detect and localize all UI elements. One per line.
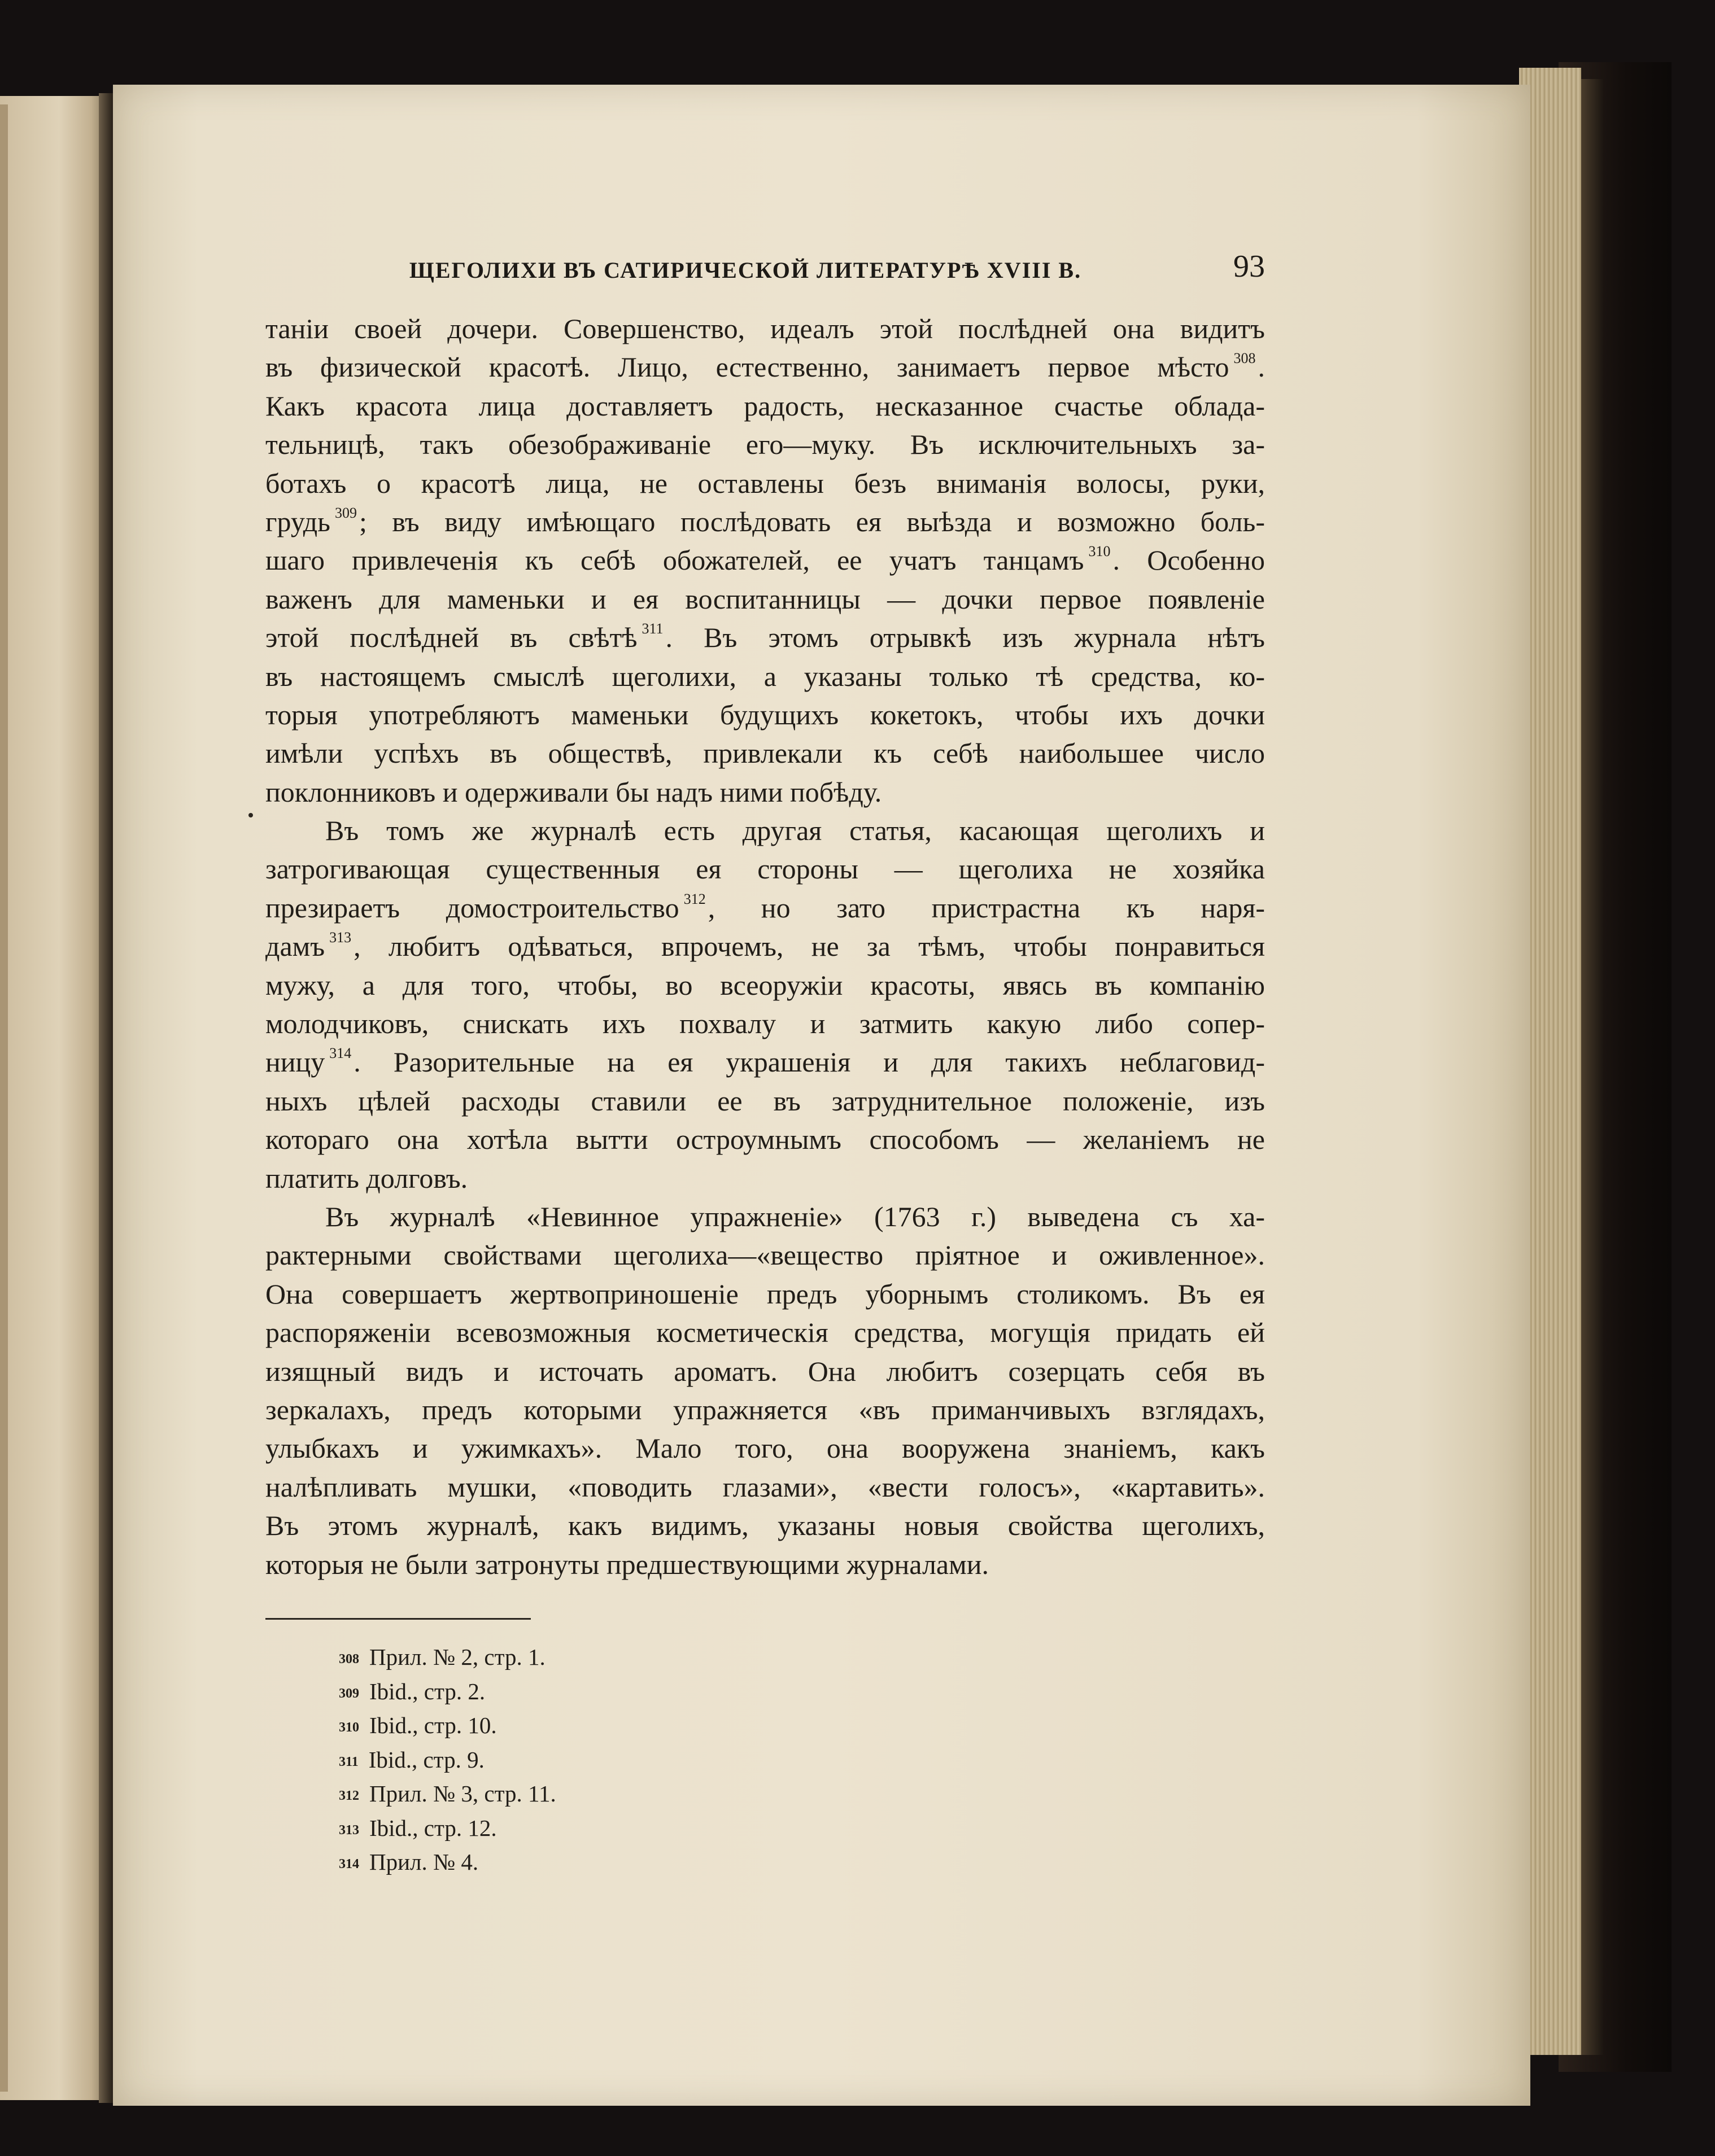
text-line-continuation: . Особенно: [1112, 544, 1265, 576]
text-line-content: Въ томъ же журналѣ есть другая статья, касающая щеголихъ и: [325, 815, 1265, 847]
text-line: [265, 387, 1265, 425]
text-line-content: важенъ для маменьки и ея воспитанницы — дочки первое появленіе: [265, 583, 1265, 615]
margin-dot: [248, 813, 253, 817]
text-line: [265, 464, 1265, 502]
text-line-content: улыбкахъ и ужимкахъ». Мало того, она вооружена знаніемъ, какъ: [265, 1432, 1265, 1464]
footnote-number: 308: [339, 1652, 359, 1667]
text-line: [265, 1313, 1265, 1352]
footnote: [339, 1743, 847, 1777]
text-line-content: Какъ красота лица доставляетъ радость, несказанное счастье облада-: [265, 390, 1265, 422]
text-line-content: ботахъ о красотѣ лица, не оставлены безъ вниманія волосы, руки,: [265, 467, 1265, 499]
footnote-reference[interactable]: 312: [683, 890, 706, 907]
text-line-content: въ физической красотѣ. Лицо, естественно, занимаетъ первое мѣсто: [265, 351, 1229, 383]
footnote-number: 312: [339, 1788, 359, 1803]
text-line: [265, 1429, 1265, 1467]
text-line-content: молодчиковъ, снискать ихъ похвалу и затмить какую либо сопер-: [265, 1008, 1265, 1040]
text-line: [265, 425, 1265, 463]
footnote-reference[interactable]: 308: [1233, 350, 1256, 367]
text-line: [265, 889, 1265, 927]
footnote-text: Прил. № 2, стр. 1.: [369, 1644, 546, 1670]
text-line: [265, 1043, 1265, 1081]
text-line-content: дамъ: [265, 930, 325, 963]
text-line-content: налѣпливать мушки, «поводить глазами», «вести голосъ», «картавить».: [265, 1471, 1265, 1503]
text-line-content: въ настоящемъ смыслѣ щеголихи, а указаны только тѣ средства, ко-: [265, 660, 1265, 692]
text-line: [265, 309, 1265, 348]
text-line-content: Въ этомъ журналѣ, какъ видимъ, указаны новыя свойства щеголихъ,: [265, 1510, 1265, 1542]
footnotes: [339, 1640, 847, 1879]
footnote: [339, 1811, 847, 1845]
footnote-reference[interactable]: 311: [642, 620, 664, 637]
text-line-content: грудь: [265, 505, 330, 537]
text-line-content: ницу: [265, 1046, 325, 1078]
text-line: [265, 1506, 1265, 1545]
text-line: [265, 1390, 1265, 1429]
text-line-content: котораго она хотѣла вытти остроумнымъ способомъ — желаніемъ не: [265, 1123, 1265, 1156]
footnote-number: 313: [339, 1822, 359, 1838]
text-line: [265, 850, 1265, 888]
text-line-content: платить долговъ.: [265, 1162, 468, 1194]
text-line-content: изящный видъ и источать ароматъ. Она любитъ созерцать себя въ: [265, 1355, 1265, 1387]
text-line-content: Въ журналѣ «Невинное упражненіе» (1763 г.) выведена съ ха-: [325, 1200, 1265, 1232]
text-line-content: имѣли успѣхъ въ обществѣ, привлекали къ себѣ наибольшее число: [265, 737, 1265, 769]
text-line: [265, 1197, 1265, 1236]
text-line: [265, 348, 1265, 386]
text-line: [265, 734, 1265, 772]
footnote-text: Прил. № 4.: [369, 1849, 479, 1875]
text-line-content: презираетъ домостроительство: [265, 891, 679, 924]
footnote: [339, 1708, 847, 1743]
text-line-content: шаго привлеченія къ себѣ обожателей, ее учатъ танцамъ: [265, 544, 1084, 576]
text-line-content: тельницѣ, такъ обезображиваніе его—муку. Въ исключительныхъ за-: [265, 428, 1265, 461]
text-line: [265, 1004, 1265, 1043]
left-page-margin: [0, 104, 8, 2092]
text-line: [265, 657, 1265, 696]
text-line-content: затрогивающая существенныя ея стороны — щеголиха не хозяйка: [265, 853, 1265, 885]
footnote: [339, 1640, 847, 1674]
text-line: [265, 927, 1265, 965]
text-line-content: поклонниковъ и одерживали бы надъ ними побѣду.: [265, 776, 882, 808]
footnote-reference[interactable]: 314: [329, 1045, 352, 1062]
footnote-number: 310: [339, 1720, 359, 1735]
page-number: 93: [1233, 249, 1265, 284]
footnote-reference[interactable]: 310: [1088, 543, 1111, 560]
text-line-content: распоряженіи всевозможныя косметическія средства, могущія придать ей: [265, 1317, 1265, 1349]
text-line: [265, 1236, 1265, 1274]
text-line: [265, 1352, 1265, 1390]
text-line: [265, 502, 1265, 541]
page-stack-shadow: [1581, 79, 1604, 2055]
footnote-rule: [265, 1618, 531, 1620]
text-line-continuation: ; въ виду имѣющаго послѣдовать ея выѣзда и возможно боль-: [359, 505, 1265, 537]
text-line-continuation: .: [1258, 351, 1265, 383]
footnote-number: 309: [339, 1686, 359, 1701]
text-line-continuation: . Въ этомъ отрывкѣ изъ журнала нѣтъ: [665, 622, 1265, 654]
text-line-content: зеркалахъ, предъ которыми упражняется «въ приманчивыхъ взглядахъ,: [265, 1393, 1265, 1425]
footnote-text: Прил. № 3, стр. 11.: [369, 1781, 556, 1807]
body-text: [265, 309, 1265, 1584]
text-line: [265, 541, 1265, 579]
text-line-content: таніи своей дочери. Совершенство, идеалъ этой послѣдней она видитъ: [265, 313, 1265, 344]
footnote: [339, 1674, 847, 1709]
footnote-text: Ibid., стр. 2.: [369, 1678, 486, 1704]
text-line-content: ныхъ цѣлей расходы ставили ее въ затруднительное положеніе, изъ: [265, 1084, 1265, 1117]
footnote-number: 314: [339, 1857, 359, 1871]
text-line: [265, 696, 1265, 734]
text-line: [265, 966, 1265, 1004]
footnote-text: Ibid., стр. 12.: [369, 1814, 497, 1841]
footnote-text: Ibid., стр. 10.: [369, 1712, 497, 1738]
text-line-content: рактерными свойствами щеголиха—«вещество пріятное и оживленное».: [265, 1239, 1265, 1271]
footnote: [339, 1845, 847, 1879]
footnote-text: Ibid., стр. 9.: [368, 1746, 485, 1773]
text-line-content: этой послѣдней въ свѣтѣ: [265, 622, 638, 654]
text-line: [265, 1468, 1265, 1506]
text-line-content: торыя употребляютъ маменьки будущихъ кокетокъ, чтобы ихъ дочки: [265, 698, 1265, 731]
footnote-number: 311: [339, 1754, 359, 1769]
text-line: [265, 1082, 1265, 1120]
text-line: [265, 1159, 1265, 1197]
text-line: [265, 773, 1265, 811]
left-page-edge: [0, 96, 107, 2100]
text-line: [265, 811, 1265, 850]
text-line: [265, 1275, 1265, 1313]
text-line-continuation: . Разорительные на ея украшенія и для такихъ неблаговид-: [354, 1046, 1265, 1078]
footnote: [339, 1777, 847, 1811]
text-line-content: мужу, а для того, чтобы, во всеоружіи красоты, явясь въ компанію: [265, 969, 1265, 1001]
text-line: [265, 1545, 1265, 1584]
running-head: ЩЕГОЛИХИ ВЪ САТИРИЧЕСКОЙ ЛИТЕРАТУРѢ XVIII В.: [409, 257, 1082, 283]
text-line: [265, 618, 1265, 657]
footnote-reference[interactable]: 313: [329, 929, 352, 946]
text-line: [265, 580, 1265, 618]
text-line-content: Она совершаетъ жертвоприношеніе предъ уборнымъ столикомъ. Въ ея: [265, 1278, 1265, 1310]
text-line: [265, 1120, 1265, 1158]
text-line-content: которыя не были затронуты предшествующими журналами.: [265, 1548, 989, 1580]
text-line-continuation: , но зато пристрастна къ наря-: [708, 891, 1265, 924]
text-line-continuation: , любитъ одѣваться, впрочемъ, не за тѣмъ, чтобы понравиться: [354, 930, 1265, 963]
footnote-reference[interactable]: 309: [334, 504, 357, 521]
